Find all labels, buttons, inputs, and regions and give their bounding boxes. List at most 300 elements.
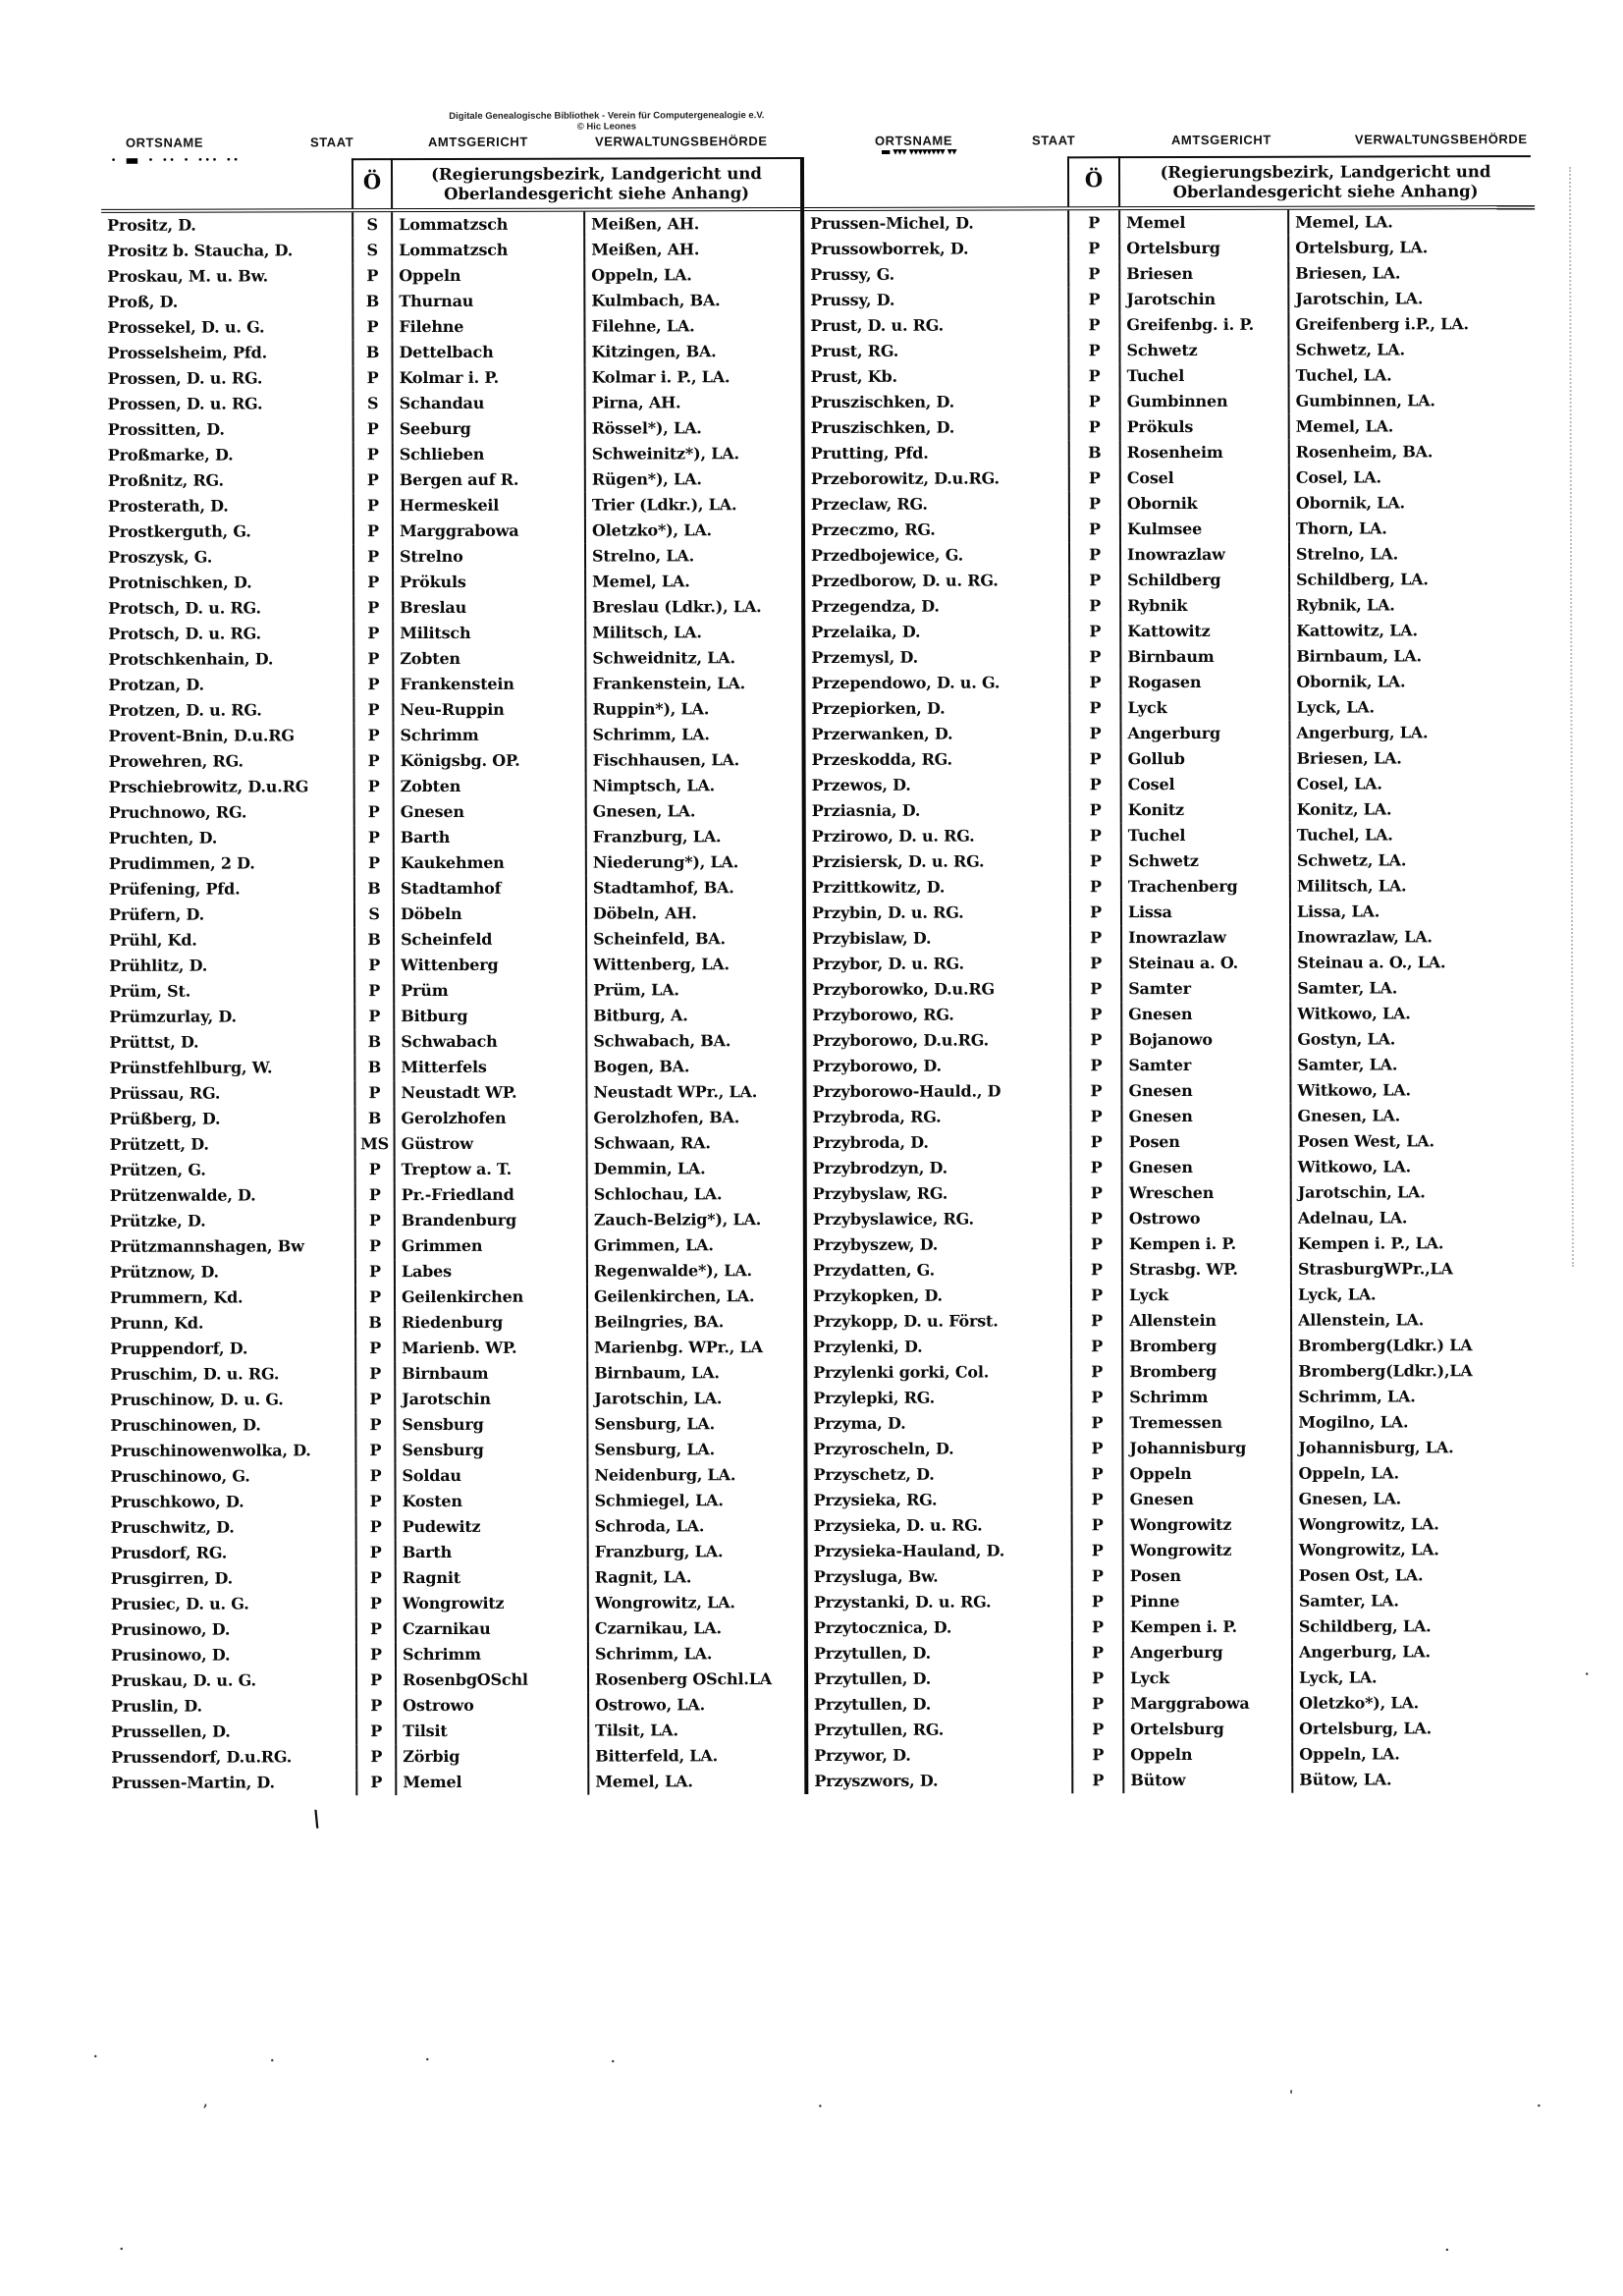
ort-cell: Przysieka-Hauland, D. [813, 1541, 1005, 1560]
ag-cell: Greifenbg. i. P. [1118, 312, 1287, 338]
ag-cell: Posen [1122, 1563, 1291, 1589]
vb-cell: Lissa, LA. [1289, 899, 1537, 925]
vb-cell: Ostrowo, LA. [587, 1692, 804, 1719]
staat-cell: P [1070, 1385, 1121, 1410]
attribution-line2: © Hic Leones [576, 121, 637, 133]
ag-cell: Neustadt WP. [393, 1080, 585, 1107]
ort-cell: Prosterath, D. [107, 496, 229, 516]
ort-cell: Prossekel, D. u. G. [107, 317, 265, 337]
vb-cell: Mogilno, LA. [1290, 1409, 1538, 1436]
table-row [805, 439, 1536, 466]
ort-cell: Proszysk, G. [108, 547, 213, 567]
table-row [102, 492, 801, 519]
ort-cell: Proßmarke, D. [107, 445, 234, 465]
vb-cell: Schrimm, LA. [584, 722, 801, 748]
ort-cell: Prusinowo, D. [110, 1619, 231, 1639]
ag-cell: Allenstein [1121, 1308, 1290, 1334]
ag-cell: Birnbaum [394, 1361, 586, 1388]
ag-cell: RosenbgOSchl [395, 1667, 587, 1694]
vb-cell: Jarotschin, LA. [586, 1386, 803, 1412]
staat-cell: B [352, 289, 391, 314]
table-row [104, 1258, 803, 1285]
table-row [102, 390, 801, 417]
ort-cell: Prositz, D. [107, 215, 196, 235]
staat-cell: B [1068, 440, 1119, 465]
vb-cell: Memel, LA. [1287, 209, 1535, 236]
staat-cell: P [1069, 874, 1120, 900]
ort-cell: Przykopken, D. [812, 1285, 943, 1305]
table-row [804, 209, 1535, 237]
ort-cell: Przybyszew, D. [812, 1234, 939, 1254]
ag-cell: Bromberg [1121, 1359, 1290, 1385]
ag-cell: Sensburg [394, 1412, 586, 1439]
staat-cell: P [1070, 1206, 1121, 1231]
ag-cell: Czarnikau [395, 1616, 587, 1643]
vb-cell: Oppeln, LA. [1291, 1741, 1539, 1768]
table-row [806, 771, 1537, 798]
vb-cell: Nimptsch, LA. [585, 773, 802, 799]
ort-cell: Przybyslawice, RG. [812, 1209, 974, 1229]
vb-cell: Oppeln, LA. [583, 262, 800, 289]
ort-cell: Prützmannshagen, Bw [109, 1236, 304, 1256]
vb-cell: Kempen i. P., LA. [1290, 1230, 1538, 1257]
vb-cell: Angerburg, LA. [1288, 720, 1536, 746]
ag-cell: Barth [393, 825, 585, 851]
vb-cell: Tilsit, LA. [587, 1718, 804, 1744]
table-row [102, 645, 801, 673]
ag-cell: Kempen i. P. [1121, 1231, 1290, 1257]
staat-cell: P [1069, 1053, 1120, 1078]
ag-cell: Schildberg [1119, 568, 1288, 593]
table-row [808, 1639, 1539, 1667]
table-row [805, 592, 1536, 620]
ag-cell: Jarotschin [1118, 287, 1287, 312]
staat-cell: P [1070, 1334, 1121, 1359]
staat-cell: P [1068, 363, 1119, 389]
staat-cell: P [1070, 1257, 1121, 1283]
staat-cell: P [1070, 1359, 1121, 1385]
vb-cell: Meißen, AH. [583, 211, 800, 238]
staat-cell: B [352, 340, 391, 365]
ort-cell: Protsch, D. u. RG. [108, 624, 261, 643]
staat-cell: P [354, 1182, 394, 1208]
vb-cell: Strelno, LA. [584, 543, 801, 570]
ag-cell: Bromberg [1121, 1334, 1290, 1359]
table-row [105, 1539, 804, 1566]
vb-cell: Beilngries, BA. [586, 1309, 803, 1336]
ort-cell: Przybroda, RG. [812, 1107, 942, 1126]
table-row [808, 1716, 1539, 1743]
ag-cell: Gollub [1120, 746, 1289, 772]
vb-cell: Grimmen, LA. [586, 1232, 803, 1259]
staat-cell: P [1070, 1155, 1121, 1180]
ort-cell: Pruslin, D. [111, 1696, 202, 1716]
table-row [806, 847, 1537, 875]
table-row [103, 1028, 802, 1056]
column-header-amtsgericht-left: AMTSGERICHT [427, 134, 528, 150]
staat-cell: P [1067, 261, 1118, 287]
ort-cell: Prussy, D. [810, 290, 895, 310]
staat-cell: P [1068, 670, 1119, 695]
ag-cell: Güstrow [394, 1131, 586, 1158]
table-row [806, 975, 1537, 1003]
staat-cell: P [354, 1463, 394, 1489]
vb-cell: Briesen, LA. [1289, 745, 1537, 772]
staat-cell: P [352, 493, 392, 519]
table-row [102, 441, 801, 468]
ag-cell: Ortelsburg [1122, 1717, 1291, 1742]
ag-cell: Bitburg [393, 1004, 585, 1030]
ag-cell: Zobten [393, 774, 585, 800]
table-row [805, 541, 1536, 569]
scan-speck: · [1584, 1667, 1590, 1682]
ort-cell: Przydatten, G. [812, 1260, 935, 1280]
ort-cell: Prummern, Kd. [109, 1287, 243, 1307]
table-row [104, 1335, 803, 1362]
ag-cell: Gnesen [1121, 1155, 1290, 1180]
staat-cell: P [352, 697, 392, 723]
table-row [103, 1105, 802, 1132]
staat-cell: P [354, 1336, 394, 1361]
staat-cell: P [354, 1259, 394, 1285]
ort-cell: Prümzurlay, D. [109, 1007, 237, 1026]
staat-cell: P [1070, 1129, 1121, 1155]
ag-cell: Schlieben [392, 442, 584, 468]
ort-cell: Prüfern, D. [108, 904, 205, 924]
ag-cell: Schrimm [392, 723, 584, 749]
table-row [105, 1692, 804, 1720]
staat-cell: P [353, 1004, 393, 1029]
ort-cell: Prostkerguth, G. [107, 521, 251, 541]
vb-cell: Jarotschin, LA. [1287, 286, 1535, 312]
vb-cell: Lyck, LA. [1290, 1282, 1538, 1308]
ag-cell: Gumbinnen [1119, 389, 1288, 414]
staat-cell: P [352, 365, 392, 391]
ort-cell: Prusdorf, RG. [110, 1543, 228, 1562]
ag-cell: Oppeln [1121, 1461, 1290, 1487]
table-row [104, 1284, 803, 1311]
staat-cell: P [354, 1412, 394, 1438]
ag-cell: Steinau a. O. [1120, 951, 1289, 976]
vb-cell: Tuchel, LA. [1288, 362, 1536, 389]
vb-cell: Schweinitz*), LA. [584, 441, 801, 467]
table-row [103, 1054, 802, 1081]
staat-cell: P [352, 723, 392, 748]
vb-cell: Ortelsburg, LA. [1291, 1716, 1539, 1742]
ort-cell: Pruszischken, D. [810, 417, 955, 438]
staat-cell: P [354, 1285, 394, 1310]
staat-cell: P [354, 1387, 394, 1412]
staat-cell: P [1071, 1691, 1122, 1717]
table-row [805, 643, 1536, 671]
staat-cell: P [1069, 1104, 1120, 1129]
table-row [807, 1409, 1538, 1437]
vb-cell: Gostyn, LA. [1289, 1026, 1537, 1053]
staat-cell: P [353, 1080, 393, 1106]
ag-cell: Döbeln [393, 902, 585, 928]
ag-cell: Briesen [1118, 261, 1287, 287]
ag-cell: Schwabach [393, 1029, 585, 1056]
table-row [807, 1154, 1538, 1181]
staat-cell: P [1068, 414, 1119, 440]
table-row [102, 671, 801, 698]
ag-cell: Barth [395, 1540, 587, 1566]
ort-cell: Proß, D. [107, 292, 179, 311]
ort-cell: Przeclaw, RG. [810, 494, 928, 515]
ag-cell: Oppeln [1122, 1742, 1291, 1768]
table-row [808, 1613, 1539, 1641]
staat-cell: MS [354, 1131, 394, 1157]
ort-cell: Pruchten, D. [108, 828, 218, 847]
staat-symbol: Ö [1067, 156, 1118, 206]
vb-cell: Wongrowitz, LA. [1291, 1537, 1539, 1563]
vb-cell: Schildberg, LA. [1291, 1613, 1539, 1640]
ag-cell: Schrimm [1121, 1385, 1290, 1410]
ort-cell: Prositz b. Staucha, D. [107, 241, 294, 260]
ort-cell: Przelaika, D. [811, 622, 921, 641]
ort-cell: Przylenki, D. [813, 1337, 923, 1356]
ag-cell: Seeburg [392, 416, 584, 443]
table-row [102, 696, 801, 724]
staat-cell: P [353, 978, 393, 1004]
vb-cell: Schmiegel, LA. [587, 1488, 804, 1514]
ag-cell: Kulmsee [1119, 517, 1288, 542]
scan-speck: · [1444, 2243, 1450, 2259]
vb-cell: Oppeln, LA. [1290, 1460, 1538, 1487]
ort-cell: Pruschkowo, D. [110, 1492, 244, 1511]
ort-cell: Prossen, D. u. RG. [107, 368, 263, 388]
ort-cell: Przyborowo, RG. [812, 1005, 954, 1024]
vb-cell: Trier (Ldkr.), LA. [584, 492, 801, 519]
table-row [805, 618, 1536, 645]
table-row [104, 1360, 803, 1388]
vb-cell: Gumbinnen, LA. [1288, 388, 1536, 414]
table-row [808, 1690, 1539, 1718]
ort-cell: Przependowo, D. u. G. [811, 673, 1001, 692]
table-row [104, 1156, 803, 1183]
staat-cell: P [352, 467, 392, 493]
scan-speck: , [203, 2095, 208, 2110]
vb-cell: Niederung*), LA. [585, 849, 802, 876]
ort-cell: Przyborowo, D.u.RG. [812, 1030, 989, 1050]
vb-cell: Wongrowitz, LA. [1291, 1511, 1539, 1538]
table-row [805, 694, 1536, 722]
ort-cell: Przytullen, D. [814, 1694, 932, 1714]
staat-cell: B [354, 1310, 394, 1336]
staat-cell: P [1070, 1231, 1121, 1257]
table-row [101, 211, 800, 239]
ort-cell: Provent-Bnin, D.u.RG [108, 726, 295, 745]
scan-speck: . [1537, 2096, 1542, 2111]
staat-cell: P [1070, 1180, 1121, 1206]
staat-cell: P [1067, 338, 1118, 363]
scan-speck: ' [1289, 2088, 1294, 2104]
ort-cell: Przepiorken, D. [811, 698, 946, 718]
vb-cell: Samter, LA. [1291, 1588, 1539, 1614]
staat-cell: P [1069, 1027, 1120, 1053]
staat-cell: P [1067, 312, 1118, 338]
ort-cell: Pruchnowo, RG. [108, 802, 247, 822]
staat-cell: P [1071, 1640, 1122, 1666]
column-header-staat-right: STAAT [1031, 133, 1076, 148]
vb-cell: Neustadt WPr., LA. [585, 1079, 802, 1106]
staat-cell: P [1068, 517, 1119, 542]
ort-cell: Prust, RG. [810, 341, 899, 361]
ag-cell: Tuchel [1119, 363, 1288, 389]
scan-edge-artifact [1569, 167, 1574, 1267]
table-row [104, 1309, 803, 1337]
vb-cell: Posen West, LA. [1290, 1128, 1538, 1155]
ag-cell: Pudewitz [395, 1514, 587, 1541]
ort-cell: Prühl, Kd. [109, 930, 197, 950]
ort-cell: Prüm, St. [109, 981, 191, 1001]
vb-cell: Gnesen, LA. [1291, 1486, 1539, 1512]
ag-cell: Wittenberg [393, 953, 585, 979]
table-row [101, 262, 800, 290]
staat-cell: P [1069, 772, 1120, 797]
table-row [101, 339, 800, 366]
subheader-note-line1: (Regierungsbezirk, Landgericht und [431, 164, 762, 185]
ort-cell: Przyborowko, D.u.RG [812, 979, 995, 999]
ag-cell: Pinne [1122, 1589, 1291, 1614]
attribution [352, 110, 862, 133]
vb-cell: Bitterfeld, LA. [587, 1743, 804, 1770]
staat-cell: P [352, 263, 391, 289]
ag-cell: Schandau [392, 391, 584, 417]
table-row [805, 388, 1536, 415]
staat-cell: P [352, 595, 392, 621]
vb-cell: Kulmbach, BA. [583, 288, 800, 314]
table-row [102, 518, 801, 545]
ort-cell: Proskau, M. u. Bw. [107, 266, 268, 286]
ag-cell: Gerolzhofen [393, 1106, 585, 1132]
staat-cell: P [1071, 1538, 1122, 1563]
table-row [807, 1179, 1538, 1207]
vb-cell: Zauch-Belzig*), LA. [586, 1207, 803, 1233]
staat-cell: P [355, 1719, 395, 1744]
vb-cell: Birnbaum, LA. [1288, 643, 1536, 670]
ag-cell: Gnesen [1120, 1002, 1289, 1027]
table-row [805, 567, 1536, 594]
table-row [102, 415, 801, 443]
staat-cell: B [353, 927, 393, 953]
ag-cell: Scheinfeld [393, 927, 585, 954]
ag-cell: Schwetz [1120, 848, 1289, 874]
staat-cell: P [1068, 721, 1119, 746]
ort-cell: Prützen, G. [109, 1160, 206, 1179]
ort-cell: Przewos, D. [811, 775, 911, 794]
table-row [101, 288, 800, 315]
vb-cell: Meißen, AH. [583, 237, 800, 263]
ag-cell: Schrimm [395, 1642, 587, 1668]
ort-cell: Prossen, D. u. RG. [107, 394, 263, 413]
ort-cell: Przylenki gorki, Col. [813, 1362, 990, 1382]
table-row [105, 1513, 804, 1541]
ag-cell: Lommatzsch [391, 238, 583, 264]
staat-cell: P [1068, 568, 1119, 593]
ort-cell: Prussy, G. [810, 264, 894, 285]
staat-cell: P [1068, 593, 1119, 619]
ag-cell: Thurnau [391, 289, 583, 315]
staat-cell: P [353, 774, 393, 799]
table-row [103, 747, 802, 775]
table-row [806, 1001, 1537, 1028]
ort-cell: Pruschwitz, D. [110, 1517, 235, 1537]
staat-cell: B [353, 1106, 393, 1131]
ag-cell: Frankenstein [392, 672, 584, 698]
ort-cell: Proßnitz, RG. [107, 470, 224, 490]
vb-cell: Memel, LA. [1288, 413, 1536, 440]
table-row [102, 620, 801, 647]
ort-cell: Przysieka, D. u. RG. [813, 1515, 983, 1535]
vb-cell: Demmin, LA. [586, 1156, 803, 1182]
table-row [805, 490, 1536, 518]
staat-cell: P [352, 314, 391, 340]
ag-cell: Bojanowo [1120, 1027, 1289, 1053]
column-header-staat-left: STAAT [309, 135, 354, 150]
staat-cell: P [353, 799, 393, 825]
rows-right [804, 209, 1539, 1794]
ort-cell: Protzan, D. [108, 675, 204, 694]
table-row [103, 798, 802, 826]
ort-cell: Przytullen, D. [813, 1643, 932, 1663]
ort-cell: Pruschinowo, G. [110, 1466, 250, 1486]
ag-cell: Grimmen [394, 1233, 586, 1260]
vb-cell: Johannisburg, LA. [1290, 1435, 1538, 1461]
ort-cell: Przeskodda, RG. [811, 749, 952, 769]
table-row [102, 543, 801, 571]
ort-cell: Prschiebrowitz, D.u.RG [108, 777, 309, 796]
ag-cell: Ostrowo [1121, 1206, 1290, 1231]
staat-cell: P [1069, 1078, 1120, 1104]
table-row [806, 1052, 1537, 1079]
ag-cell: Cosel [1119, 465, 1288, 491]
table-row [805, 720, 1536, 747]
staat-cell: P [1069, 900, 1120, 925]
vb-cell: Schwetz, LA. [1287, 337, 1535, 363]
table-row [105, 1743, 804, 1771]
vb-cell: Rosenheim, BA. [1288, 439, 1536, 465]
ort-cell: Protschkenhain, D. [108, 649, 274, 669]
ag-cell: Kosten [395, 1489, 587, 1515]
ag-cell: Zörbig [395, 1744, 587, 1771]
table-row [101, 313, 800, 341]
ort-cell: Przytocznica, D. [813, 1617, 952, 1637]
ort-cell: Przyszwors, D. [814, 1771, 939, 1790]
vb-cell: Prüm, LA. [585, 977, 802, 1004]
column-header-ortsname-left: ORTSNAME [125, 135, 204, 150]
table-row [807, 1256, 1538, 1284]
subheader-note-line2: Oberlandesgericht siehe Anhang) [1172, 182, 1479, 202]
vb-cell: Wittenberg, LA. [585, 952, 802, 978]
ag-cell: Tremessen [1121, 1410, 1290, 1436]
ag-cell: Hermeskeil [392, 493, 584, 519]
vb-cell: Kattowitz, LA. [1288, 618, 1536, 644]
table-row [103, 875, 802, 902]
ag-cell: Marienb. WP. [394, 1336, 586, 1362]
vb-cell: Jarotschin, LA. [1290, 1179, 1538, 1206]
table-row [104, 1232, 803, 1260]
vb-cell: Greifenberg i.P., LA. [1287, 311, 1535, 338]
table-row [101, 237, 800, 264]
ort-cell: Prusinowo, D. [110, 1645, 231, 1665]
ag-cell: Samter [1120, 1053, 1289, 1078]
staat-cell: P [1068, 491, 1119, 517]
ag-cell: Gnesen [1120, 1104, 1289, 1129]
table-right-half [800, 144, 1539, 1794]
ort-cell: Prosselsheim, Pfd. [107, 343, 267, 362]
ort-cell: Przemysl, D. [811, 647, 918, 667]
